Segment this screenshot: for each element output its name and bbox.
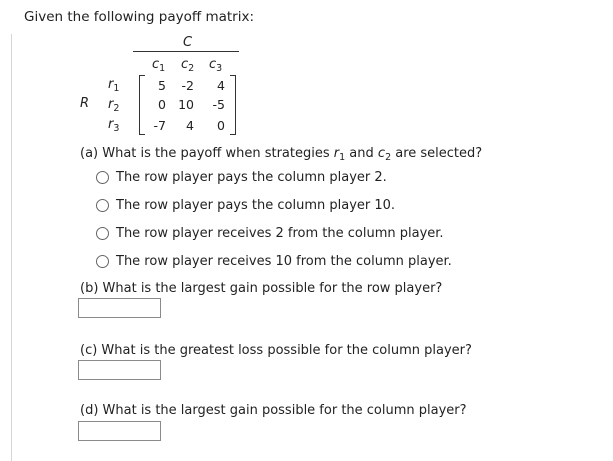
matrix-cell: -2 [181,78,194,93]
matrix-right-bracket [230,75,236,135]
option-a1[interactable]: The row player pays the column player 2. [96,170,387,185]
row-player-label: R [80,96,90,111]
matrix-cell: 4 [217,78,225,93]
matrix-cell: -5 [212,97,225,112]
answer-input-b[interactable] [78,298,161,318]
matrix-cell: 4 [186,118,194,133]
question-d: (d) What is the largest gain possible for the column player? [80,403,467,418]
row-header-r3: $r_3$ [108,117,120,134]
column-player-label: C [183,35,193,50]
answer-input-d[interactable] [78,421,161,441]
question-b: (b) What is the largest gain possible for the row player? [80,281,443,296]
row-header-r1: $r_1$ [108,77,120,94]
matrix-cell: 0 [158,97,166,112]
radio-button[interactable] [96,171,109,184]
left-border-line [11,34,12,461]
intro-text: Given the following payoff matrix: [24,9,255,25]
answer-input-c[interactable] [78,360,161,380]
radio-button[interactable] [96,255,109,268]
matrix-cell: 5 [158,78,166,93]
strategy-c2: $c_2$ [377,146,392,163]
question-c: (c) What is the greatest loss possible for the column player? [80,343,472,358]
col-header-c2: $c_2$ [181,57,195,74]
strategy-r1: $r_1$ [333,146,346,163]
radio-button[interactable] [96,227,109,240]
option-a2[interactable]: The row player pays the column player 10. [96,198,395,213]
col-header-c3: $c_3$ [209,57,223,74]
radio-button[interactable] [96,199,109,212]
question-a: (a) What is the payoff when strategies $r_1$ and $c_2$ are selected? [80,146,483,163]
col-header-c1: $c_1$ [152,57,166,74]
matrix-cell: 0 [217,118,225,133]
option-a3[interactable]: The row player receives 2 from the column player. [96,226,444,241]
matrix-cell: 10 [178,97,194,112]
matrix-cell: -7 [153,118,166,133]
option-a4[interactable]: The row player receives 10 from the column player. [96,254,452,269]
column-header-rule [133,51,239,52]
row-header-r2: $r_2$ [108,97,120,114]
